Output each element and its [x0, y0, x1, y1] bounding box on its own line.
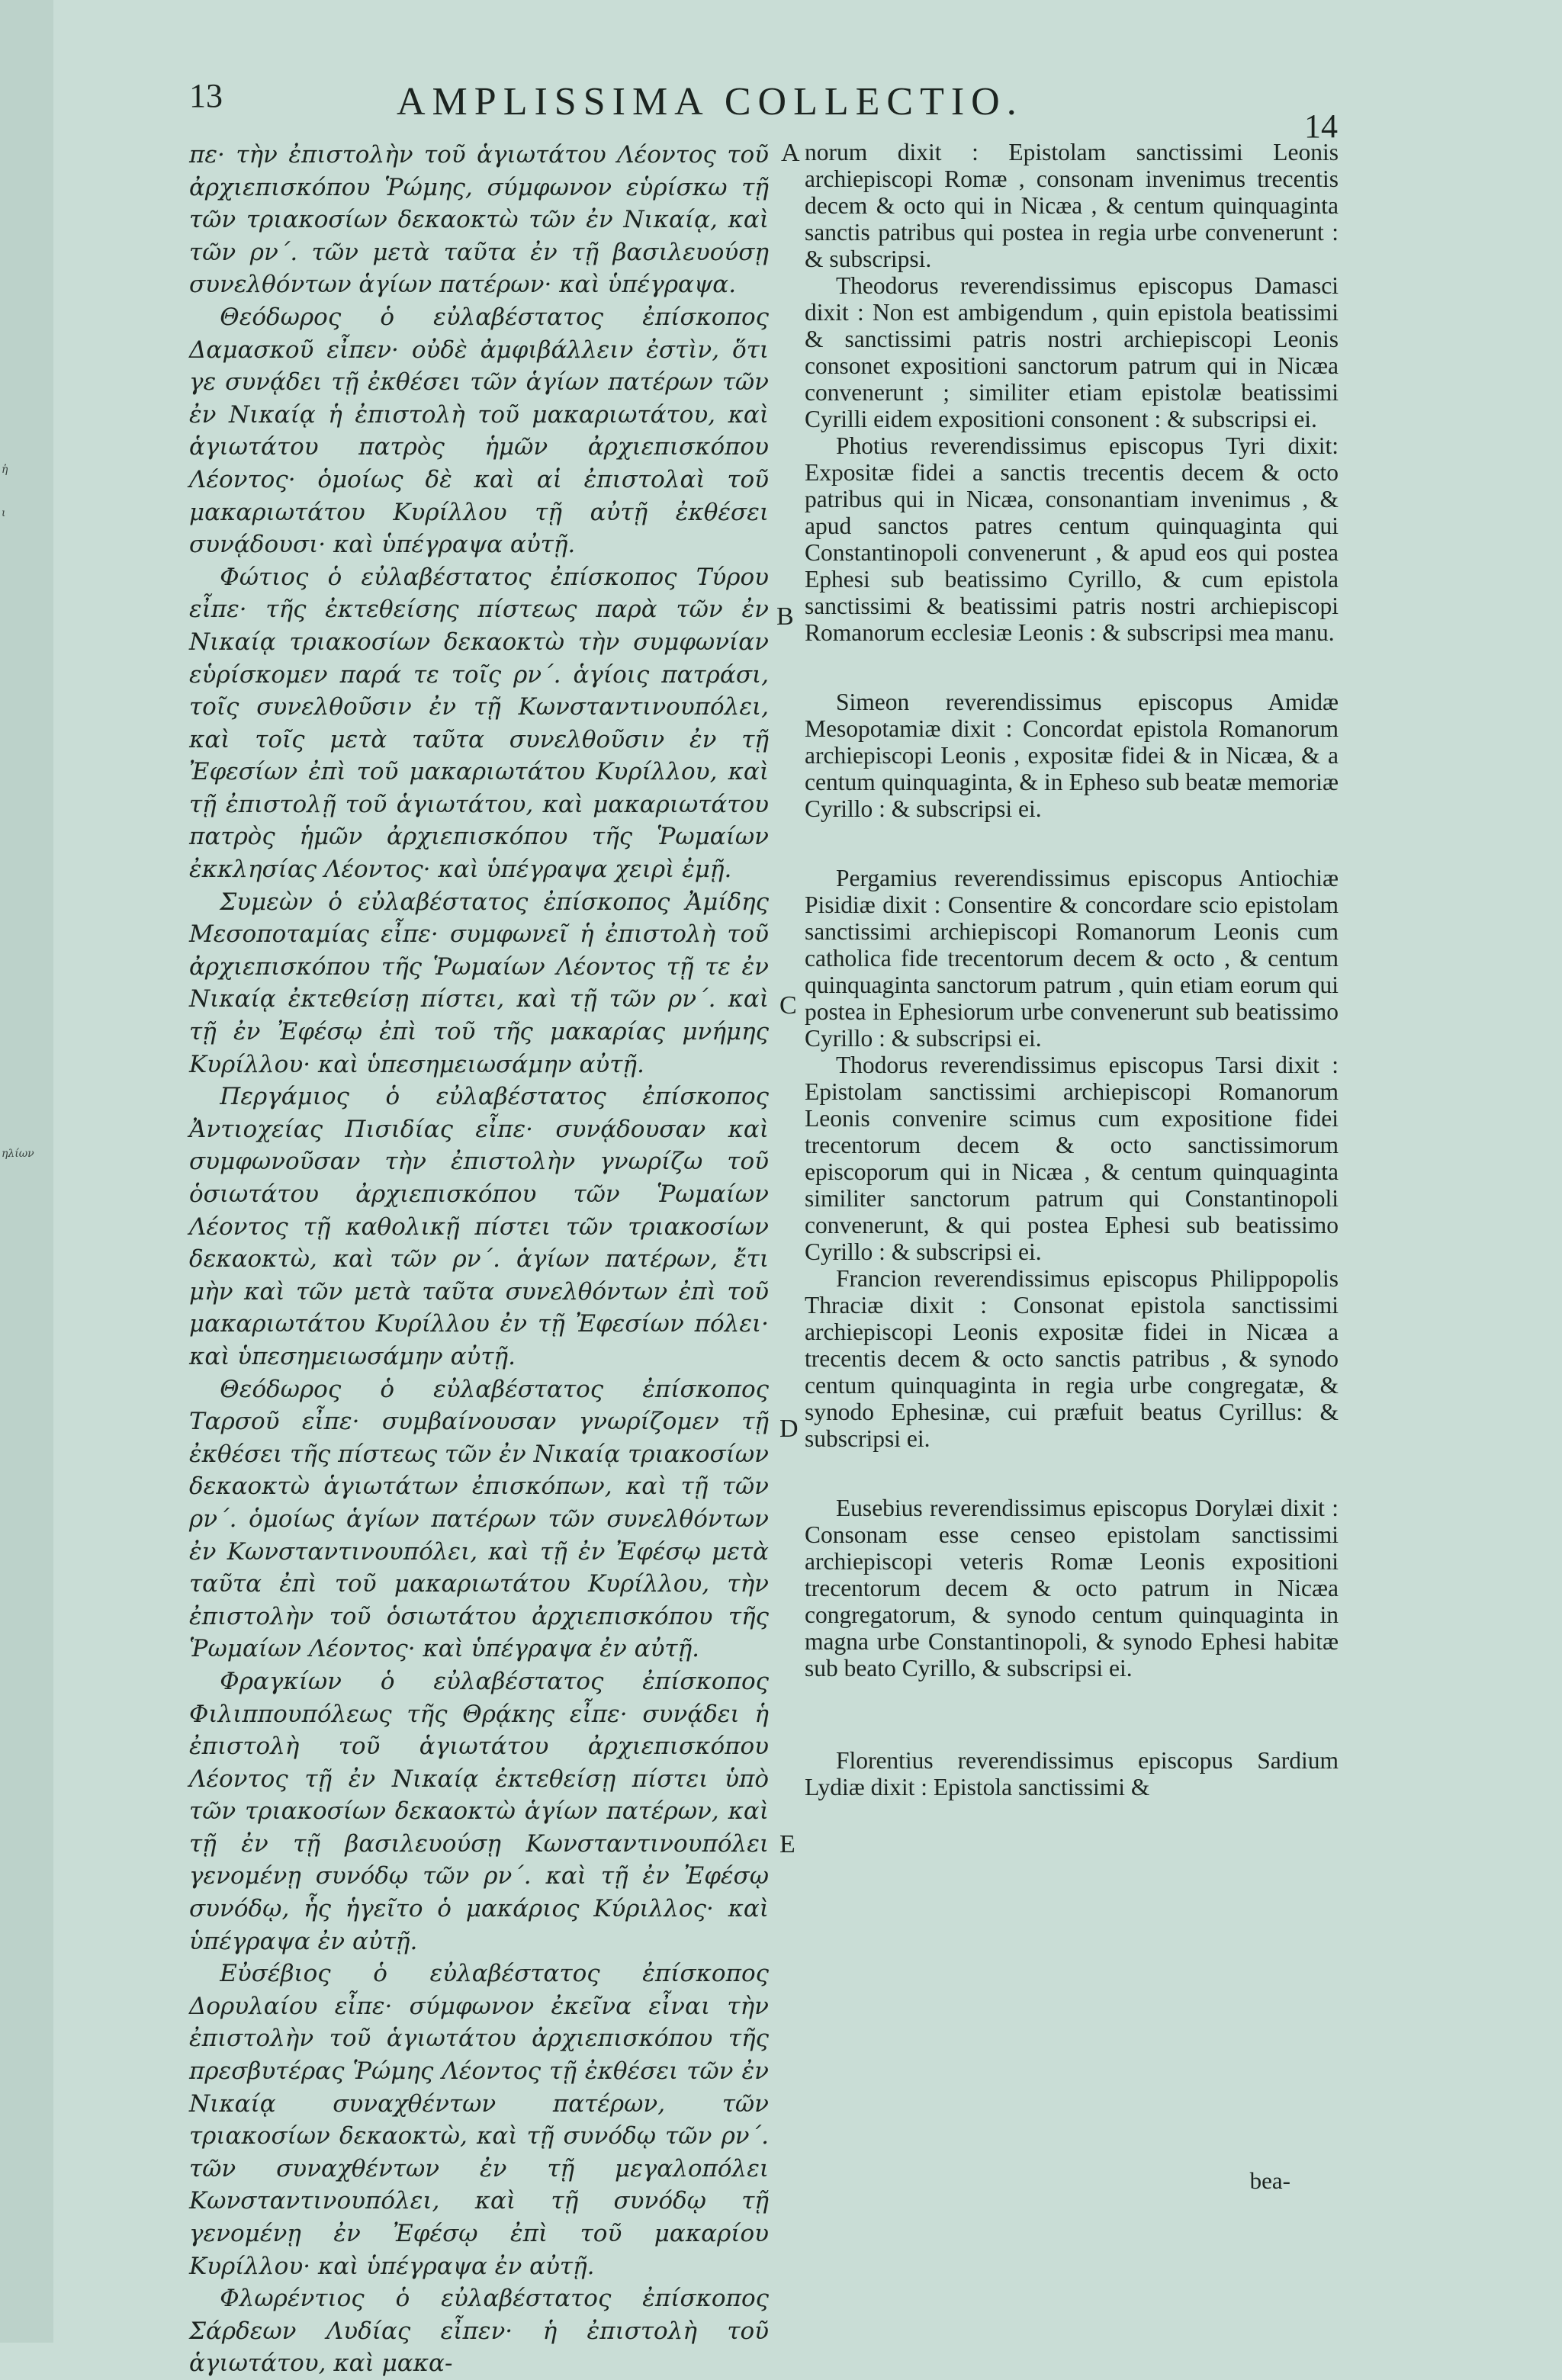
greek-paragraph: Θεόδωρος ὁ εὐλαβέστατος ἐπίσκοπος Ταρσοῦ εἶπε· συμβαίνουσαν γνωρίζομεν τῇ ἐκθέσει τῆς πίστεως τῶν ἐν Νικαίᾳ τριακοσίων δεκαοκτὼ ἁγιωτάτων ἐπισκόπων, καὶ τῇ τῶν ρν΄. ὁμοίως ἁγίων πατέρων τῶν συνελθόντων ἐν Κωνσταντινουπόλει, καὶ τῇ ἐν Ἐφέσῳ μετὰ ταῦτα ἐπὶ τοῦ μακαριωτάτου Κυρίλλου, τὴν ἐπιστολὴν τοῦ ὁσιωτάτου ἀρχιεπισκόπου τῆς Ῥωμαίων Λέοντος· καὶ ὑπέγραψα ἐν αὐτῇ. [189, 1375, 769, 1663]
margin-letter-e: E [779, 1830, 795, 1858]
latin-paragraph: Pergamius reverendissimus episcopus Antiochiæ Pisidiæ dixit : Consentire & concordare scio epistolam sanctissimi archiepiscopi Romanorum Leonis cum catholica fide trecentorum decem & octo , & centum quinquaginta sanctorum patrum , quin etiam eorum qui postea in Ephesiorum urbe convenerunt sub beatissimo Cyrillo : & subscripsi ei. [805, 865, 1339, 1052]
gutter-mark: ἡ [2, 464, 8, 476]
latin-paragraph: norum dixit : Epistolam sanctissimi Leonis archiepiscopi Romæ , consonam invenimus trecentis decem & octo qui in Nicæa , & centum quinquaginta sanctis patribus qui postea in regia urbe convenerunt : & subscripsi. [805, 139, 1339, 272]
greek-paragraph: Φώτιος ὁ εὐλαβέστατος ἐπίσκοπος Τύρου εἶπε· τῆς ἐκτεθείσης πίστεως παρὰ τῶν ἐν Νικαίᾳ τριακοσίων δεκαοκτὼ τὴν συμφωνίαν εὑρίσκομεν παρά τε τοῖς ρν΄. ἁγίοις πατράσι, τοῖς συνελθοῦσιν ἐν τῇ Κωνσταντινουπόλει, καὶ τοῖς μετὰ ταῦτα συνελθοῦσιν ἐν τῇ Ἐφεσίων ἐπὶ τοῦ μακαριωτάτου Κυρίλλου, καὶ τῇ ἐπιστολῇ τοῦ ἁγιωτάτου, καὶ μακαριωτάτου πατρὸς ἡμῶν ἀρχιεπισκόπου τῆς Ῥωμαίων ἐκκλησίας Λέοντος· καὶ ὑπέγραψα χειρὶ ἐμῇ. [189, 563, 769, 884]
catchword: bea- [1249, 2167, 1290, 2194]
greek-paragraph: Εὐσέβιος ὁ εὐλαβέστατος ἐπίσκοπος Δορυλαίου εἶπε· σύμφωνον ἐκεῖνα εἶναι τὴν ἐπιστολὴν τοῦ ἁγιωτάτου ἀρχιεπισκόπου τῆς πρεσβυτέρας Ῥώμης Λέοντος τῇ ἐκθέσει τῶν ἐν Νικαίᾳ συναχθέντων πατέρων, τῶν τριακοσίων δεκαοκτὼ, καὶ τῇ συνόδῳ τῶν ρν΄. τῶν συναχθέντων ἐν τῇ μεγαλοπόλει Κωνσταντινουπόλει, καὶ τῇ συνόδῳ τῇ γενομένῃ ἐν Ἐφέσῳ ἐπὶ τοῦ μακαρίου Κυρίλλου· καὶ ὑπέγραψα ἐν αὐτῇ. [189, 1960, 769, 2280]
latin-column [805, 139, 1339, 1800]
paragraph-gap [805, 1452, 1339, 1495]
gutter-mark: ηλίων [2, 1148, 34, 1160]
latin-paragraph: Florentius reverendissimus episcopus Sardium Lydiæ dixit : Epistola sanctissimi & [805, 1747, 1339, 1800]
greek-paragraph: Φραγκίων ὁ εὐλαβέστατος ἐπίσκοπος Φιλιππουπόλεως τῆς Θρᾴκης εἶπε· συνᾴδει ἡ ἐπιστολὴ τοῦ ἁγιωτάτου ἀρχιεπισκόπου Λέοντος τῇ ἐν Νικαίᾳ ἐκτεθείσῃ πίστει ὑπὸ τῶν τριακοσίων δεκαοκτὼ ἁγίων πατέρων, καὶ τῇ ἐν τῇ βασιλευούσῃ Κωνσταντινουπόλει γενομένῃ συνόδῳ τῶν ρν΄. καὶ τῇ ἐν Ἐφέσῳ συνόδῳ, ἧς ἡγεῖτο ὁ μακάριος Κύριλλος· καὶ ὑπέγραψα ἐν αὐτῇ. [189, 1667, 769, 1955]
greek-paragraph: Συμεὼν ὁ εὐλαβέστατος ἐπίσκοπος Ἀμίδης Μεσοποταμίας εἶπε· συμφωνεῖ ἡ ἐπιστολὴ τοῦ ἀρχιεπισκόπου τῆς Ῥωμαίων Λέοντος τῇ τε ἐν Νικαίᾳ ἐκτεθείσῃ πίστει, καὶ τῇ τῶν ρν΄. καὶ τῇ ἐν Ἐφέσῳ ἐπὶ τοῦ τῆς μακαρίας μνήμης Κυρίλλου· καὶ ὑπεσημειωσάμην αὐτῇ. [189, 888, 769, 1078]
latin-paragraph: Theodorus reverendissimus episcopus Damasci dixit : Non est ambigendum , quin epistola beatissimi & sanctissimi patris nostri archiepiscopi Leonis consonet expositioni sanctorum patrum qui in Nicæa convenerunt ; similiter etiam epistolæ beatissimi Cyrilli eidem expositioni consonent : & subscripsi ei. [805, 272, 1339, 432]
margin-letter-b: B [776, 602, 794, 631]
page-number-right: 14 [1304, 108, 1338, 145]
running-title: AMPLISSIMA COLLECTIO. [397, 80, 1024, 124]
greek-paragraph: Περγάμιος ὁ εὐλαβέστατος ἐπίσκοπος Ἀντιοχείας Πισιδίας εἶπε· συνᾴδουσαν καὶ συμφωνοῦσαν τὴν ἐπιστολὴν γνωρίζω τοῦ ὁσιωτάτου ἀρχιεπισκόπου τῶν Ῥωμαίων Λέοντος τῇ καθολικῇ πίστει τῶν τριακοσίων δεκαοκτὼ, καὶ τῶν ρν΄. ἁγίων πατέρων, ἔτι μὴν καὶ τῶν μετὰ ταῦτα συνελθόντων ἐπὶ τοῦ μακαριωτάτου Κυρίλλου ἐν τῇ Ἐφεσίων πόλει· καὶ ὑπεσημειωσάμην αὐτῇ. [189, 1083, 769, 1370]
page-gutter [0, 0, 53, 2343]
paragraph-gap [805, 646, 1339, 689]
greek-paragraph: Φλωρέντιος ὁ εὐλαβέστατος ἐπίσκοπος Σάρδεων Λυδίας εἶπεν· ἡ ἐπιστολὴ τοῦ ἁγιωτάτου, καὶ μακα- [189, 2285, 769, 2378]
margin-letter-a: A [781, 139, 800, 167]
greek-column [189, 139, 769, 2380]
gutter-mark: ι [2, 507, 6, 519]
latin-paragraph: Francion reverendissimus episcopus Philippopolis Thraciæ dixit : Consonat epistola sanctissimi archiepiscopi Leonis expositæ fidei in Nicæa a trecentis decem & octo sanctis patribus , & synodo centum quinquaginta in regia urbe congregatæ, & synodo Ephesinæ, cui præfuit beatus Cyrillus: & subscripsi ei. [805, 1265, 1339, 1452]
paragraph-gap [805, 1724, 1339, 1747]
page-number-left: 13 [189, 77, 223, 114]
latin-paragraph: Eusebius reverendissimus episcopus Dorylæi dixit : Consonam esse censeo epistolam sanctissimi archiepiscopi veteris Romæ Leonis expositioni trecentorum decem & octo patrum in Nicæa congregatorum, & synodo centum quinquaginta in magna urbe Constantinopoli, & synodo Ephesi habitæ sub beato Cyrillo, & subscripsi ei. [805, 1495, 1339, 1681]
greek-paragraph: Θεόδωρος ὁ εὐλαβέστατος ἐπίσκοπος Δαμασκοῦ εἶπεν· οὐδὲ ἀμφιβάλλειν ἐστὶν, ὅτι γε συνᾴδει τῇ ἐκθέσει τῶν ἁγίων πατέρων τῶν ἐν Νικαίᾳ ἡ ἐπιστολὴ τοῦ μακαριωτάτου, καὶ ἁγιωτάτου πατρὸς ἡμῶν ἀρχιεπισκόπου Λέοντος· ὁμοίως δὲ καὶ αἱ ἐπιστολαὶ τοῦ μακαριωτάτου Κυρίλλου τῇ αὐτῇ ἐκθέσει συνᾴδουσι· καὶ ὑπέγραψα αὐτῇ. [189, 303, 769, 559]
margin-letter-c: C [779, 991, 797, 1020]
paragraph-gap [805, 1681, 1339, 1724]
paragraph-gap [805, 822, 1339, 865]
latin-paragraph: Photius reverendissimus episcopus Tyri dixit: Expositæ fidei a sanctis trecentis decem & octo patribus qui in Nicæa, consonantiam invenimus , & apud sanctos patres centum quinquaginta qui Constantinopoli convenerunt , & apud eos qui postea Ephesi sub beatissimo Cyrillo, & cum epistola sanctissimi & beatissimi patris nostri archiepiscopi Romanorum ecclesiæ Leonis : & subscripsi mea manu. [805, 432, 1339, 646]
latin-paragraph: Thodorus reverendissimus episcopus Tarsi dixit : Epistolam sanctissimi archiepiscopi Romanorum Leonis convenire scimus cum expositione fidei trecentorum decem & octo sanctissimorum episcoporum qui in Nicæa , & centum quinquaginta similiter sanctorum patrum qui Constantinopoli convenerunt, & qui postea Ephesi sub beatissimo Cyrillo : & subscripsi ei. [805, 1052, 1339, 1265]
margin-letter-d: D [779, 1415, 799, 1443]
latin-paragraph: Simeon reverendissimus episcopus Amidæ Mesopotamiæ dixit : Concordat epistola Romanorum archiepiscopi Leonis , expositæ fidei & in Nicæa, & a centum quinquaginta, & in Epheso sub beatæ memoriæ Cyrillo : & subscripsi ei. [805, 689, 1339, 822]
greek-paragraph: πε· τὴν ἐπιστολὴν τοῦ ἁγιωτάτου Λέοντος τοῦ ἀρχιεπισκόπου Ῥώμης, σύμφωνον εὑρίσκω τῇ τῶν τριακοσίων δεκαοκτὼ τῶν ἐν Νικαίᾳ, καὶ τῶν ρν΄. τῶν μετὰ ταῦτα ἐν τῇ βασιλευούσῃ συνελθόντων ἁγίων πατέρων· καὶ ὑπέγραψα. [189, 141, 769, 299]
